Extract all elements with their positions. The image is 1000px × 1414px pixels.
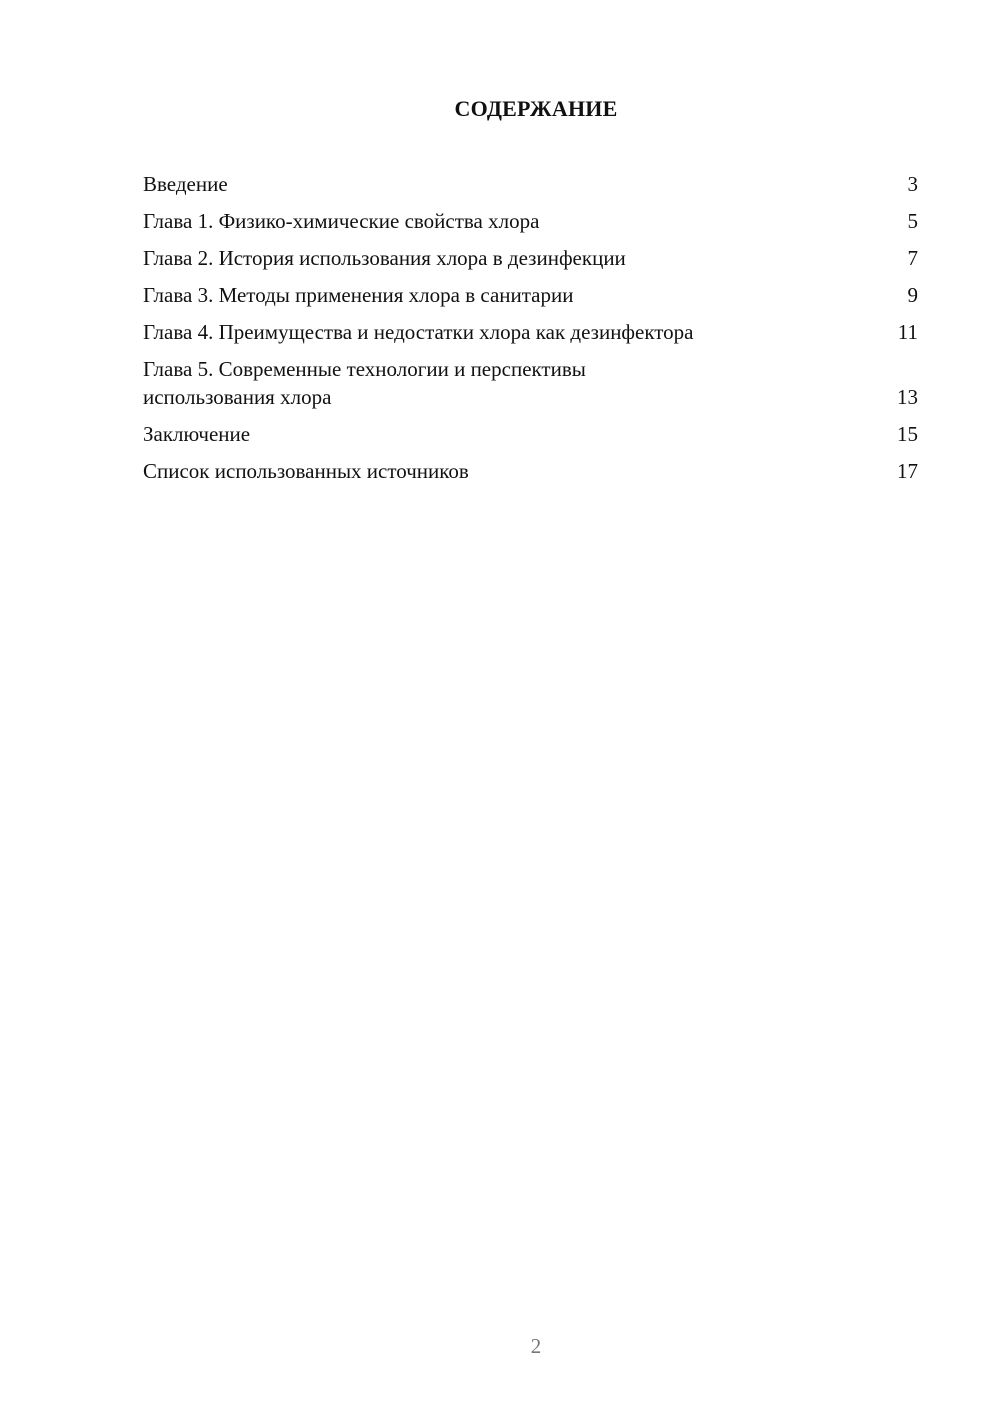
table-of-contents bbox=[143, 170, 918, 494]
toc-item-label: Список использованных источников bbox=[143, 459, 469, 483]
toc-item-page: 7 bbox=[907, 246, 918, 270]
toc-item[interactable] bbox=[143, 420, 918, 448]
toc-item[interactable] bbox=[143, 318, 918, 346]
toc-item-label: Глава 3. Методы применения хлора в санитарии bbox=[143, 283, 574, 307]
toc-item-label: Глава 1. Физико-химические свойства хлора bbox=[143, 209, 540, 233]
toc-item[interactable] bbox=[143, 170, 918, 198]
page-number: 2 bbox=[530, 1334, 542, 1358]
page-title: СОДЕРЖАНИЕ bbox=[454, 96, 618, 121]
toc-item-page: 13 bbox=[897, 385, 918, 409]
toc-item-label: Введение bbox=[143, 172, 228, 196]
toc-item-label: Заключение bbox=[143, 422, 251, 446]
toc-item-label: Глава 5. Современные технологии и перспективы использования хлора bbox=[143, 357, 586, 409]
toc-item-page: 5 bbox=[907, 209, 918, 233]
toc-item[interactable] bbox=[143, 457, 918, 485]
toc-item[interactable] bbox=[143, 355, 918, 411]
toc-item[interactable] bbox=[143, 281, 918, 309]
toc-item-page: 17 bbox=[897, 459, 918, 483]
toc-item-label: Глава 2. История использования хлора в дезинфекции bbox=[143, 246, 626, 270]
toc-item-page: 9 bbox=[907, 283, 918, 307]
toc-item-page: 11 bbox=[897, 320, 918, 344]
toc-item-page: 3 bbox=[907, 172, 918, 196]
toc-item[interactable] bbox=[143, 244, 918, 272]
toc-item-page: 15 bbox=[897, 422, 918, 446]
toc-item-label: Глава 4. Преимущества и недостатки хлора как дезинфектора bbox=[143, 320, 694, 344]
toc-item[interactable] bbox=[143, 207, 918, 235]
